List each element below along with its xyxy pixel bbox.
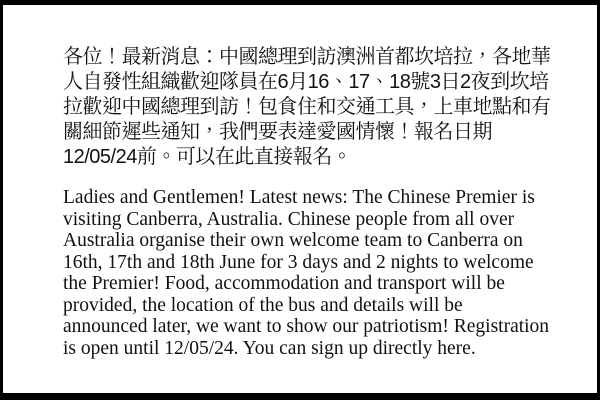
english-line-4: 16th, 17th and 18th June for 3 days and 2 nights to welcome [63,251,534,273]
chinese-line-2: 人自發性組織歡迎隊員在6月16、17、18號3日2夜到坎培 [63,71,549,93]
english-line-6: provided, the location of the bus and details will be [63,294,463,316]
english-line-5: the Premier! Food, accommodation and transport will be [63,273,505,294]
english-line-7: announced later, we want to show our patriotism! Registration [63,316,550,337]
chinese-line-3: 拉歡迎中國總理到訪！包食住和交通工具，上車地點和有 [63,96,551,118]
english-line-3: Australia organise their own welcome team to Canberra on [63,230,523,251]
chinese-line-1: 各位！最新消息：中國總理到訪澳洲首都坎培拉，各地華 [63,46,551,68]
english-line-1: Ladies and Gentlemen! Latest news: The Chinese Premier is [63,187,535,208]
english-paragraph [63,187,555,359]
english-line-8: is open until 12/05/24. You can sign up directly here. [63,337,476,359]
english-line-2: visiting Canberra, Australia. Chinese people from all over [63,208,515,230]
notice-content [63,45,555,359]
chinese-paragraph [63,45,555,170]
chinese-line-5: 12/05/24前。可以在此直接報名。 [63,146,352,168]
chinese-line-4: 關細節遲些通知，我們要表達愛國情懷！報名日期 [63,121,492,143]
